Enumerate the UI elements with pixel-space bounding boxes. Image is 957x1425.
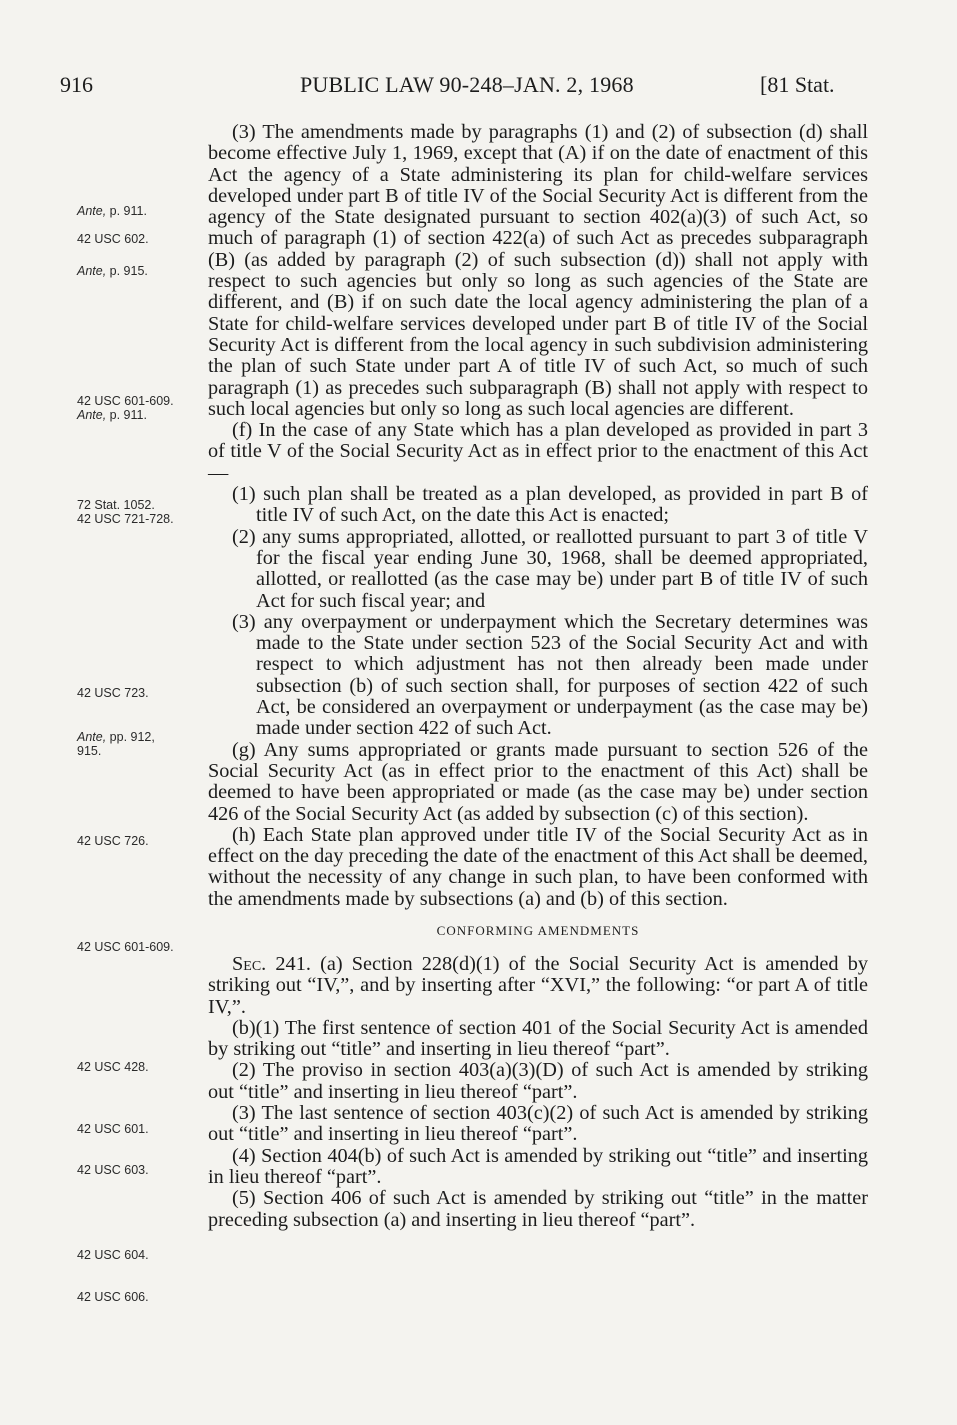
paragraph: (b)(1) The first sentence of section 401 of the Social Security Act is amended by striking out “title” and inserting in lieu thereof “part”.	[208, 1016, 868, 1061]
margin-note: 42 USC 602.	[77, 232, 149, 246]
margin-note: 42 USC 606.	[77, 1290, 149, 1304]
margin-note: 42 USC 601-609.	[77, 394, 174, 408]
paragraph: (2) any sums appropriated, allotted, or reallotted pursuant to part 3 of title V for the fiscal year ending June 30, 1968, shall be deemed appropriated, allotted, or reallotted (as the case may be) under part B of title IV of such Act for such fiscal year; and	[232, 525, 868, 612]
margin-note: 42 USC 601.	[77, 1122, 149, 1136]
page-number: 916	[60, 72, 93, 97]
section-paragraph	[208, 954, 868, 1018]
margin-note: 42 USC 603.	[77, 1163, 149, 1177]
paragraph: (1) such plan shall be treated as a plan developed, as provided in part B of title IV of such Act, on the date this Act is enacted;	[232, 483, 868, 527]
section-label: Sec. 241.	[232, 952, 311, 975]
margin-note: 42 USC 726.	[77, 834, 149, 848]
paragraph: (f) In the case of any State which has a plan developed as provided in part 3 of title V of the Social Security Act as in effect prior to the enactment of this Act—	[208, 419, 868, 484]
margin-note: Ante, pp. 912,	[77, 730, 155, 744]
margin-note: 72 Stat. 1052.	[77, 498, 155, 512]
margin-note: Ante, p. 911.	[77, 204, 147, 218]
body-text	[208, 122, 868, 1231]
margin-note: Ante, p. 911.	[77, 408, 147, 422]
section-heading: CONFORMING AMENDMENTS	[436, 922, 640, 938]
volume-reference: [81 Stat.	[760, 72, 835, 97]
margin-note: 42 USC 601-609.	[77, 940, 174, 954]
paragraph: (g) Any sums appropriated or grants made pursuant to section 526 of the Social Security Act (as in effect prior to the enactment of this Act) shall be deemed to have been appropriated or made (as the case may be) under section 426 of the Social Security Act (as added by subsection (c) of this section).	[208, 738, 868, 825]
page-header	[0, 72, 957, 102]
margin-note: 42 USC 723.	[77, 686, 149, 700]
margin-note: 42 USC 428.	[77, 1060, 149, 1074]
margin-note: 915.	[77, 744, 102, 758]
margin-note: 42 USC 721-728.	[77, 512, 174, 526]
paragraph: (h) Each State plan approved under title IV of the Social Security Act as in effect on the day preceding the date of the enactment of this Act shall be deemed, without the necessity of any change in such plan, to have been conformed with the amendments made by subsections (a) and (b) of this section.	[208, 823, 868, 910]
paragraph: (2) The proviso in section 403(a)(3)(D) of such Act is amended by striking out “title” and inserting in lieu thereof “part”.	[208, 1059, 868, 1103]
paragraph: (3) The last sentence of section 403(c)(2) of such Act is amended by striking out “title” and inserting in lieu thereof “part”.	[208, 1102, 868, 1146]
running-title: PUBLIC LAW 90-248–JAN. 2, 1968	[300, 72, 634, 97]
margin-note: 42 USC 604.	[77, 1248, 149, 1262]
margin-note: Ante, p. 915.	[77, 264, 148, 278]
section-text: (a) Section 228(d)(1) of the Social Security Act is amended by striking out “IV,”, and by inserting after “XVI,” the following: “or part A of title IV,”.	[208, 952, 868, 1018]
paragraph: (4) Section 404(b) of such Act is amended by striking out “title” and inserting in lieu thereof “part”.	[208, 1144, 868, 1188]
paragraph: (5) Section 406 of such Act is amended by striking out “title” in the matter preceding subsection (a) and inserting in lieu thereof “part”.	[208, 1187, 868, 1231]
paragraph: (3) The amendments made by paragraphs (1) and (2) of subsection (d) shall become effective July 1, 1969, except that (A) if on the date of enactment of this Act the agency of a State administering its plan for child-welfare services developed under part B of title IV of the Social Security Act is different from the agency of the State designated pursuant to section 402(a)(3) of such Act, so much of paragraph (1) of section 422(a) of such Act as precedes subparagraph (B) (as added by paragraph (2) of such subsection (d)) shall not apply with respect to such agencies but only so long as such agencies of the State are different, and (B) if on such date the local agency administering the plan of a State for child-welfare services developed under part B of title IV of the Social Security Act is different from the local agency in such subdivision administering the plan of such State under part A of title IV of such Act, so much of such paragraph (1) as precedes such subparagraph (B) shall not apply with respect to such local agencies but only so long as such local agencies are different.	[208, 121, 868, 420]
paragraph: (3) any overpayment or underpayment which the Secretary determines was made to the State under section 523 of the Social Security Act and with respect to which adjustment has not then already been made under subsection (b) of such section shall, for purposes of section 422 of such Act, be considered an overpayment or underpayment (as the case may be) made under section 422 of such Act.	[232, 610, 868, 740]
